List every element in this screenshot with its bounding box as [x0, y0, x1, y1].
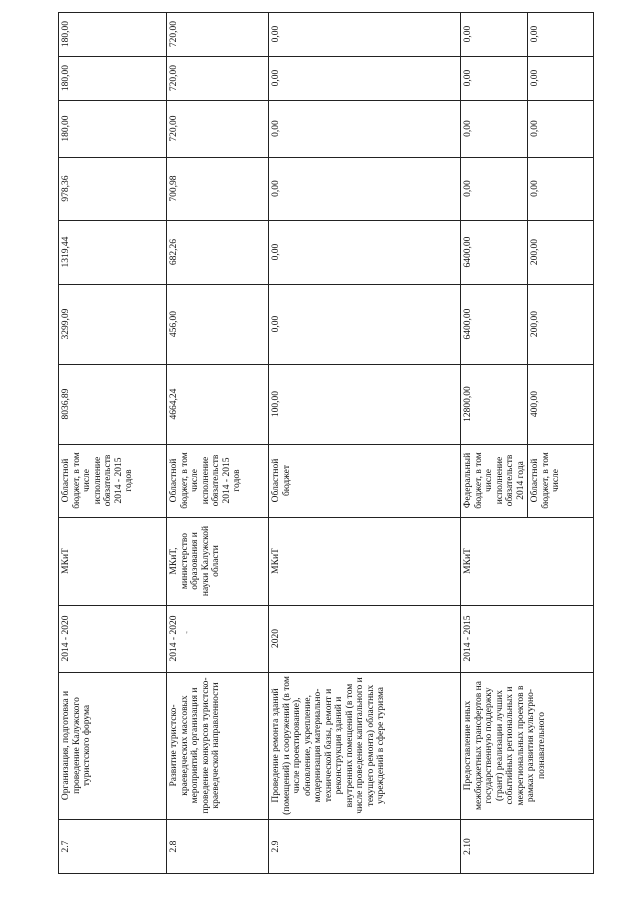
- funding-source: [58, 444, 166, 517]
- amount-cell: [58, 56, 166, 100]
- funding-source-text: Областной бюджет, в том числе исполнение обязательств 2014 - 2015 годов: [169, 452, 242, 509]
- amount-cell-text: 720,00: [169, 64, 179, 92]
- row-number: [58, 819, 166, 874]
- amount-cell-text: 0,00: [463, 25, 473, 43]
- amount-cell: [460, 56, 527, 100]
- amount-cell-text: 700,98: [169, 175, 179, 202]
- years: [268, 605, 460, 672]
- measure-name: [166, 672, 268, 819]
- amount-cell-text: 180,00: [61, 64, 71, 92]
- years-text: 2014 - 2020: [61, 615, 71, 662]
- row-number-text: 2.8: [169, 840, 179, 853]
- amount-cell-text: 0,00: [530, 120, 540, 137]
- amount-cell-text: 0,00: [271, 243, 281, 261]
- amount-cell: [58, 220, 166, 284]
- amount-cell: [460, 364, 527, 444]
- amount-cell-text: 400,00: [530, 390, 540, 418]
- amount-cell: [527, 56, 594, 100]
- amount-cell-text: 456,00: [169, 310, 179, 338]
- amount-cell-text: 0,00: [271, 315, 281, 333]
- executor-text: МКиТ: [61, 548, 71, 574]
- row-number-text: 2.9: [271, 840, 281, 853]
- amount-cell: [527, 284, 594, 364]
- row-number: [166, 819, 268, 874]
- amount-cell: [268, 220, 460, 284]
- amount-cell: [268, 157, 460, 220]
- amount-cell: [460, 284, 527, 364]
- amount-cell: [268, 56, 460, 100]
- amount-cell: [268, 364, 460, 444]
- amount-cell-text: 0,00: [530, 25, 540, 43]
- measure-name: [460, 672, 594, 819]
- funding-source: [166, 444, 268, 517]
- executor-text: МКиТ: [463, 548, 473, 574]
- amount-cell: [58, 157, 166, 220]
- stray-mark: ': [186, 630, 188, 640]
- amount-cell-text: 200,00: [530, 238, 540, 266]
- amount-cell-text: 720,00: [169, 20, 179, 48]
- amount-cell-text: 0,00: [463, 120, 473, 137]
- amount-cell: [166, 12, 268, 56]
- amount-cell-text: 180,00: [61, 20, 71, 48]
- amount-cell: [166, 284, 268, 364]
- measure-name-text: Организация, подготовка и проведение Калужского туристского форума: [61, 690, 92, 801]
- executor: [166, 517, 268, 605]
- amount-cell: [527, 157, 594, 220]
- funding-source-text: Областной бюджет, в том числе: [530, 452, 561, 509]
- amount-cell: [527, 220, 594, 284]
- amount-cell-text: 180,00: [61, 115, 71, 142]
- years: [166, 605, 268, 672]
- funding-source-text: Областной бюджет: [271, 458, 292, 503]
- funding-source-text: Областной бюджет, в том числе исполнение обязательств 2014 - 2015 годов: [61, 452, 134, 509]
- amount-cell: [166, 364, 268, 444]
- amount-cell: [58, 284, 166, 364]
- amount-cell-text: 200,00: [530, 310, 540, 338]
- row-number-text: 2.10: [463, 838, 473, 855]
- amount-cell-text: 682,26: [169, 238, 179, 266]
- amount-cell-text: 0,00: [271, 120, 281, 137]
- measure-name: [58, 672, 166, 819]
- measure-name-text: Развитие туристско-краеведческих массовых мероприятий, организация и проведение конкурсов туристско-краеведческой направленности: [169, 677, 221, 814]
- amount-cell-text: 6400,00: [463, 236, 473, 268]
- funding-source: [527, 444, 594, 517]
- executor: [268, 517, 460, 605]
- amount-cell: [460, 220, 527, 284]
- amount-cell: [527, 12, 594, 56]
- years: [58, 605, 166, 672]
- amount-cell: [460, 100, 527, 157]
- measure-name-text: Проведение ремонта зданий (помещений) и сооружений (в том числе проектирование), обновление, укрепление, модернизация материально-технической базы, ремонт и реконструкция зданий и внутренних помещений (в том числе проведение капитального и текущего ремонта) областных учреждений в сфере туризма: [271, 676, 386, 815]
- funding-source: [268, 444, 460, 517]
- years-text: 2014 - 2015: [463, 615, 473, 662]
- amount-cell-text: 0,00: [530, 180, 540, 197]
- amount-cell-text: 3299,09: [61, 308, 71, 340]
- amount-cell: [527, 100, 594, 157]
- executor-text: МКиТ, министерство образования и науки Калужской области: [169, 525, 221, 597]
- executor: [460, 517, 594, 605]
- row-number: [460, 819, 594, 874]
- amount-cell: [268, 12, 460, 56]
- amount-cell-text: 12800,00: [463, 386, 473, 422]
- budget-table: [58, 12, 594, 874]
- amount-cell-text: 6400,00: [463, 308, 473, 340]
- row-number-text: 2.7: [61, 840, 71, 853]
- amount-cell-text: 0,00: [271, 180, 281, 197]
- measure-name-text: Предоставление иных межбюджетных трансфертов на государственную поддержку (грант) реализации лучших событийных региональных и межрегиональных проектов в рамках развития культурно-познавательного: [463, 681, 547, 810]
- funding-source-text: Федеральный бюджет, в том числе исполнение обязательств 2014 года: [463, 452, 526, 509]
- amount-cell: [166, 56, 268, 100]
- years-text: 2020: [271, 629, 281, 648]
- measure-name: [268, 672, 460, 819]
- amount-cell: [58, 364, 166, 444]
- amount-cell: [460, 157, 527, 220]
- amount-cell-text: 0,00: [463, 180, 473, 197]
- amount-cell-text: 720,00: [169, 115, 179, 142]
- amount-cell-text: 0,00: [530, 69, 540, 87]
- amount-cell-text: 0,00: [271, 69, 281, 87]
- years-text: 2014 - 2020: [169, 615, 179, 662]
- amount-cell-text: 8036,89: [61, 388, 71, 420]
- amount-cell-text: 4664,24: [169, 388, 179, 420]
- amount-cell: [527, 364, 594, 444]
- row-number: [268, 819, 460, 874]
- amount-cell: [166, 220, 268, 284]
- amount-cell: [268, 100, 460, 157]
- amount-cell: [58, 100, 166, 157]
- years: [460, 605, 594, 672]
- amount-cell: [460, 12, 527, 56]
- amount-cell: [166, 100, 268, 157]
- amount-cell-text: 0,00: [271, 25, 281, 43]
- funding-source: [460, 444, 527, 517]
- amount-cell-text: 978,36: [61, 175, 71, 202]
- amount-cell: [166, 157, 268, 220]
- amount-cell: [58, 12, 166, 56]
- amount-cell: [268, 284, 460, 364]
- amount-cell-text: 0,00: [463, 69, 473, 87]
- amount-cell-text: 100,00: [271, 390, 281, 418]
- amount-cell-text: 1319,44: [61, 236, 71, 268]
- executor: [58, 517, 166, 605]
- executor-text: МКиТ: [271, 548, 281, 574]
